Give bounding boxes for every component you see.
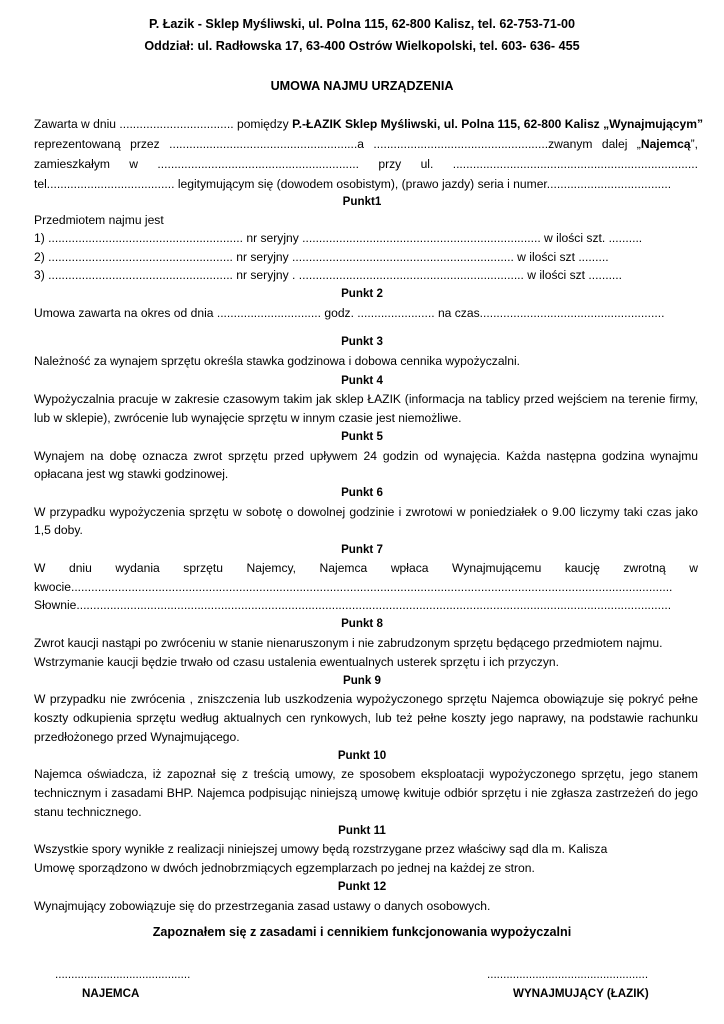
tenant-term-close: ”, bbox=[690, 137, 698, 151]
section-text: opłacana jest wg stawki godzinowej. bbox=[34, 467, 229, 481]
section-heading: Punkt 6 bbox=[341, 486, 383, 499]
section-heading: Punk 9 bbox=[342, 674, 381, 687]
section-text: Zwrot kaucji nastąpi po zwróceniu w stanie nienaruszonym i nie zabrudzonym sprzętu będącego przedmiotem najmu. bbox=[34, 636, 663, 650]
acknowledgement-statement: Zapoznałem się z zasadami i cennikiem funkcjonowania wypożyczalni bbox=[152, 925, 572, 939]
section-text: technicznym i zasadami BHP. Najemca podpisując niniejszą umowę kwituje odbiór sprzętu i nie zgłasza zastrzeżeń do jego bbox=[34, 786, 698, 800]
landlord-signature-line: .................................................. bbox=[487, 968, 649, 981]
document-title: UMOWA NAJMU URZĄDZENIA bbox=[270, 79, 454, 93]
section-heading: Punkt 2 bbox=[341, 287, 383, 300]
section-text: Wynajem na dobę oznacza zwrot sprzętu przed upływem 24 godzin od wynajęcia. Każda następna godzina wynajmu bbox=[34, 449, 698, 463]
section-text: Najemca oświadcza, iż zapoznał się z treścią umowy, ze sposobem eksploatacji wypożyczonego sprzętu, jego stanem bbox=[34, 767, 698, 781]
item-row-1: 1) .......................................................... nr seryjny ....................................................................... w ilości szt. .......... bbox=[34, 231, 643, 245]
section-text: Wstrzymanie kaucji będzie trwało od czasu ustalenia ewentualnych usterek sprzętu i ich przyczyn. bbox=[34, 655, 559, 669]
landlord-signature-label: WYNAJMUJĄCY (ŁAZIK) bbox=[513, 987, 649, 1000]
section-heading: Punkt 11 bbox=[338, 824, 386, 837]
representative-text: reprezentowaną przez ........................................................a ....................................................zwanym dalej „ bbox=[34, 137, 641, 151]
section-text: Wszystkie spory wynikłe z realizacji niniejszej umowy będą rozstrzygane przez właściwy sąd dla m. Kalisza bbox=[34, 842, 608, 856]
section-text: W dniu wydania sprzętu Najemcy, Najemca wpłaca Wynajmującemu kaucję zwrotną w bbox=[34, 561, 698, 575]
section-text: Należność za wynajem sprzętu określa stawka godzinowa i dobowa cennika wypożyczalni. bbox=[34, 354, 521, 368]
section-text: Wypożyczalnia pracuje w zakresie czasowym takim jak sklep ŁAZIK (informacja na tablicy przed wejściem na terenie firmy, bbox=[34, 392, 698, 406]
section-heading: Punkt 10 bbox=[337, 749, 387, 762]
tenant-signature-label: NAJEMCA bbox=[82, 987, 140, 1000]
section-text: Wynajmujący zobowiązuje się do przestrzegania zasad ustawy o danych osobowych. bbox=[34, 899, 491, 913]
section-text: 1,5 doby. bbox=[34, 523, 83, 537]
section-text: W przypadku wypożyczenia sprzętu w sobotę o dowolnej godzinie i zwrotowi w poniedziałek o 9.00 liczymy taki czas jako bbox=[34, 505, 698, 519]
section-text: przedłożonego przed Wynajmującego. bbox=[34, 730, 240, 744]
item-row-2: 2) ....................................................... nr seryjny .................................................................. w ilości szt ......... bbox=[34, 250, 609, 264]
section-text: W przypadku nie zwrócenia , zniszczenia lub uszkodzenia wypożyczonego sprzętu Najemca obowiązuje się pokryć pełne bbox=[34, 692, 698, 706]
section-heading: Punkt 3 bbox=[341, 335, 383, 348]
section-text: Umowę sporządzono w dwóch jednobrzmiących egzemplarzach po jednej na każdej ze stron. bbox=[34, 861, 535, 875]
section-text: koszty odkupienia sprzętu według aktualnych cen rynkowych, lub też pełne koszty jego naprawy, na podstawie rachunku bbox=[34, 711, 698, 725]
intro-line-1 bbox=[34, 117, 703, 131]
section-heading: Punkt 4 bbox=[341, 374, 383, 387]
section-text: stanu technicznego. bbox=[34, 805, 142, 819]
section-text: Przedmiotem najmu jest bbox=[34, 213, 164, 227]
section-text: Umowa zawarta na okres od dnia ............................... godz. ....................... na czas....................................................... bbox=[34, 306, 665, 320]
intro-line-3: zamieszkałym w ............................................................ przy ul. ......................................................................... bbox=[34, 157, 698, 171]
header-branch-line: Oddział: ul. Radłowska 17, 63-400 Ostrów Wielkopolski, tel. 603- 636- 455 bbox=[144, 39, 580, 53]
intro-date-text: Zawarta w dniu .................................. pomiędzy bbox=[34, 117, 293, 131]
tenant-term: Najemcą bbox=[640, 137, 691, 151]
header-address-line: P. Łazik - Sklep Myśliwski, ul. Polna 115, 62-800 Kalisz, tel. 62-753-71-00 bbox=[148, 17, 576, 31]
intro-line-2 bbox=[34, 137, 698, 151]
section-text: lub w sklepie), zwrócenie lub wynajęcie sprzętu w innym czasie jest niemożliwe. bbox=[34, 411, 462, 425]
intro-line-4: tel...................................... legitymującym się (dowodem osobistym), (prawo jazdy) seria i numer..................................... bbox=[34, 177, 672, 191]
deposit-amount-line: kwocie................................................................................................................................................................................... bbox=[34, 580, 673, 594]
section-heading: Punkt 5 bbox=[341, 430, 383, 443]
item-row-3: 3) ....................................................... nr seryjny . ................................................................... w ilości szt .......... bbox=[34, 268, 623, 282]
section-heading: Punkt 12 bbox=[337, 880, 387, 893]
tenant-signature-line: .......................................... bbox=[55, 968, 191, 981]
section-heading: Punkt 8 bbox=[341, 617, 383, 630]
section-heading: Punkt1 bbox=[342, 195, 382, 208]
section-heading: Punkt 7 bbox=[341, 543, 383, 556]
landlord-name: P.-ŁAZIK Sklep Myśliwski, ul. Polna 115, 62-800 Kalisz „Wynajmującym” bbox=[292, 117, 703, 131]
deposit-words-line: Słownie................................................................................................................................................................................. bbox=[34, 598, 672, 612]
